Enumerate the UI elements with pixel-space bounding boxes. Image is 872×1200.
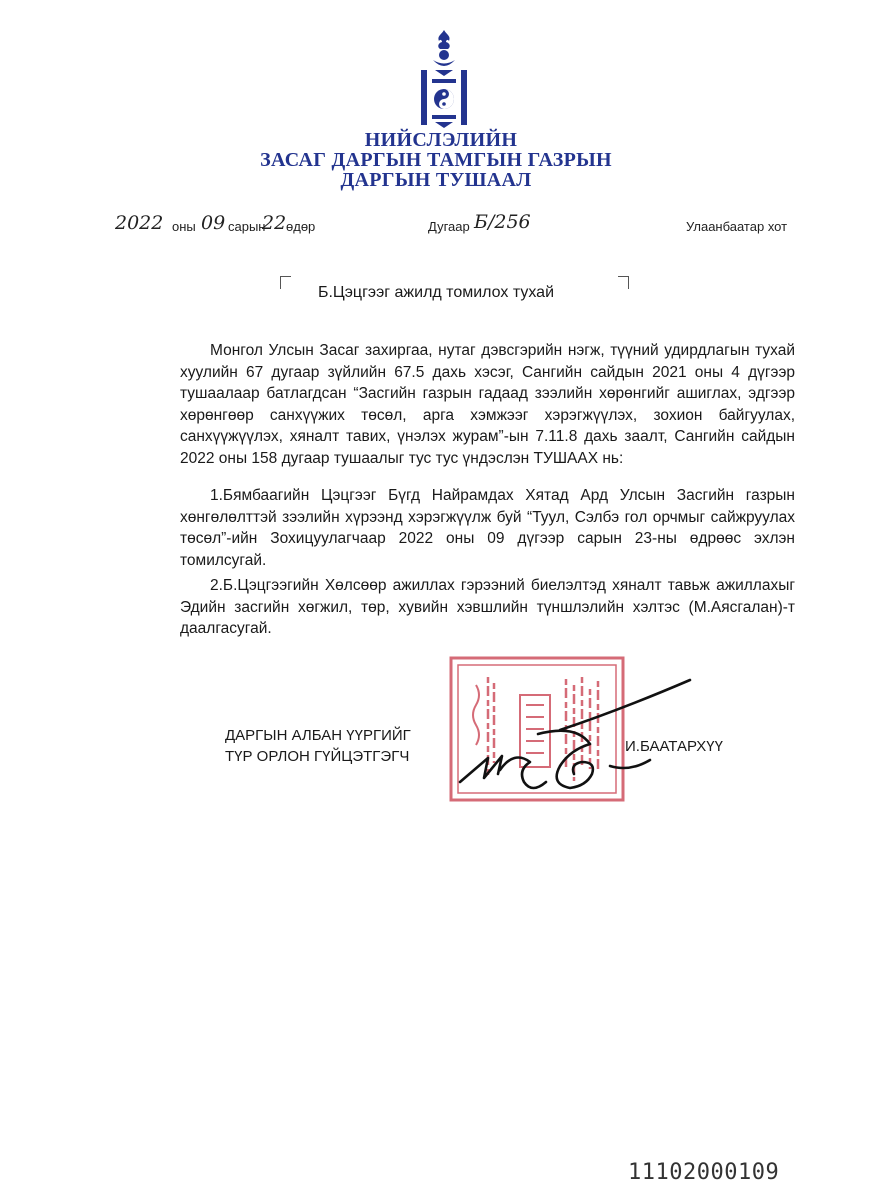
signatory-title-line-2: ТҮР ОРЛОН ГҮЙЦЭТГЭГЧ bbox=[225, 748, 410, 765]
signatory-title-line-1: ДАРГЫН АЛБАН ҮҮРГИЙГ bbox=[225, 727, 411, 744]
place: Улаанбаатар хот bbox=[686, 219, 788, 234]
date-day-label: өдөр bbox=[286, 219, 316, 234]
document-title: Б.Цэцгээг ажилд томилох тухай bbox=[317, 284, 555, 301]
soyombo-emblem-icon bbox=[418, 30, 470, 130]
order-number: Б/256 bbox=[474, 211, 531, 233]
intro-text: Монгол Улсын Засаг захиргаа, нутаг дэвсгэрийн нэгж, түүний удирдлагын тухай хуулийн 67 дугаар зүйлийн 67.5 дахь хэсэг, Сангийн сайдын 2021 оны 4 дүгээр тушаалаар батлагдсан “Засгийн газрын гадаад зээлийн хөрөнгийг ашиглах, эдгээр хөрөнгөөр санхүүжих төсөл, арга хэмжээг хэрэгжүүлэх, зохион байгуулах, санхүүжүүлэх, хяналт тавих, үнэлэх журам”-ын 7.11.8 дахь заалт, Сангийн сайдын 2022 оны 158 дугаар тушаалыг тус тус үндэслэн ТУШААХ нь: bbox=[180, 342, 795, 467]
number-label: Дугаар bbox=[428, 219, 470, 234]
date-day: 22 bbox=[262, 212, 287, 234]
date-year-label: оны bbox=[172, 219, 196, 234]
signatory-title bbox=[225, 725, 411, 767]
item-1-text: 1.Бямбаагийн Цэцгээг Бүгд Найрамдах Хятад Ард Улсын Засгийн газрын хөнгөлөлттэй зээлийн хүрээнд хэрэгжүүлж буй “Туул, Сэлбэ гол орчмыг сайжруулах төсөл”-ийн Зохицуулагчаар 2022 оны 09 дүгээр сарын 23-ны өдрөөс эхлэн томилсугай. bbox=[180, 487, 795, 569]
date-year: 2022 bbox=[115, 212, 164, 234]
heading-line-1: НИЙСЛЭЛИЙН bbox=[364, 129, 518, 151]
document-heading bbox=[0, 130, 872, 190]
serial-number: 11102000109 bbox=[628, 1160, 780, 1185]
heading-line-3: ДАРГЫН ТУШААЛ bbox=[340, 169, 532, 191]
signer-name: И.БААТАРХҮҮ bbox=[625, 738, 723, 755]
date-month: 09 bbox=[201, 212, 226, 234]
item-2-paragraph bbox=[180, 575, 795, 640]
dateline bbox=[0, 210, 872, 242]
intro-paragraph bbox=[180, 340, 795, 469]
item-1-paragraph bbox=[180, 485, 795, 571]
heading-line-2: ЗАСАГ ДАРГЫН ТАМГЫН ГАЗРЫН bbox=[260, 149, 612, 171]
date-month-label: сарын bbox=[228, 219, 266, 234]
item-2-text: 2.Б.Цэцгээгийн Хөлсөөр ажиллах гэрээний биелэлтэд хяналт тавьж ажиллахыг Эдийн засгийн хөгжил, төр, хувийн хэвшлийн түншлэлийн хэлтэс (М.Аясгалан)-т даалгасугай. bbox=[180, 577, 795, 637]
